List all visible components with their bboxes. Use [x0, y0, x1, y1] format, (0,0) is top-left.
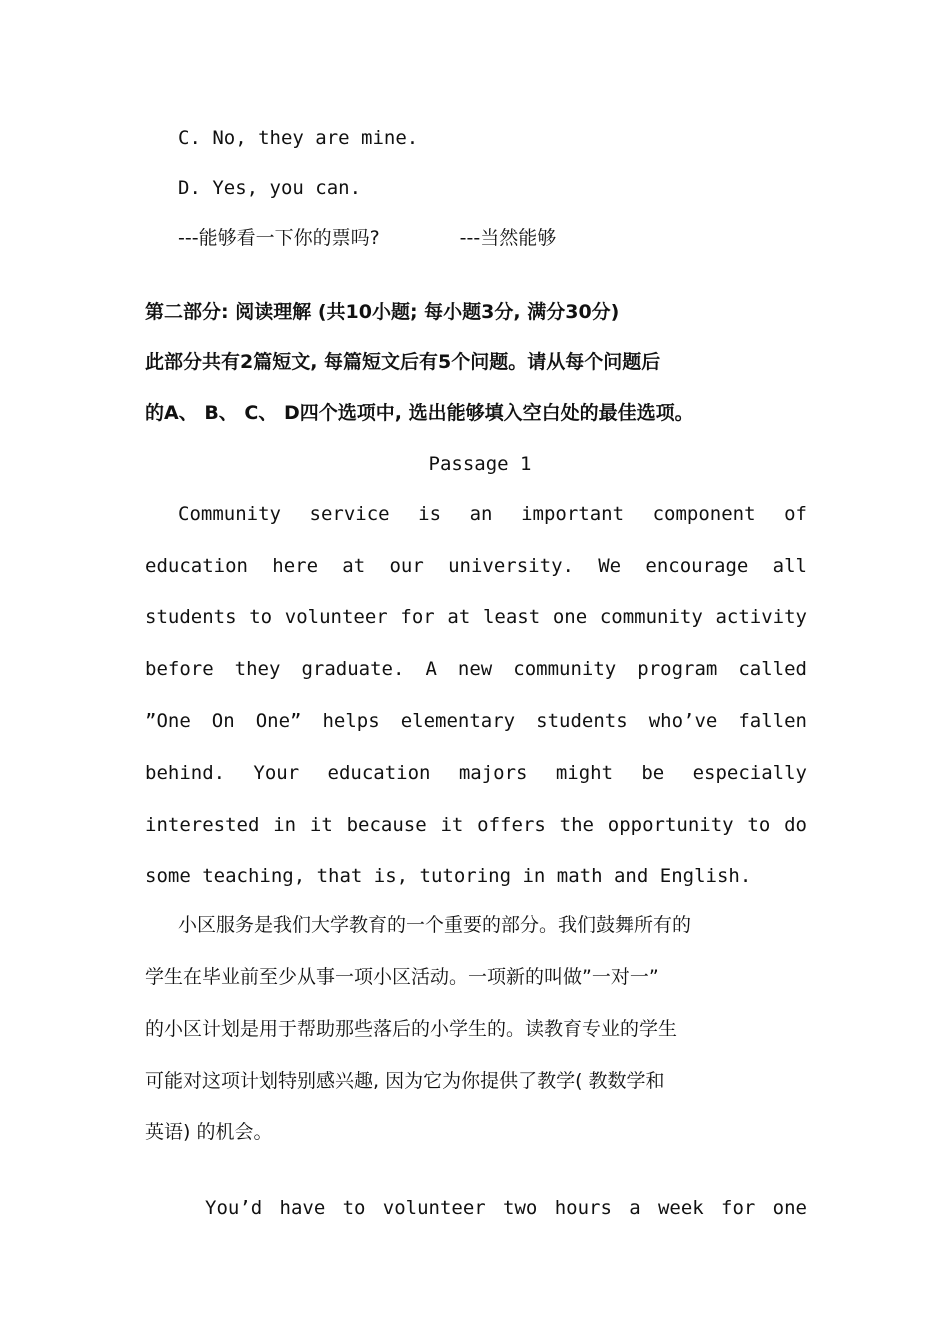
passage-english-line: ”One On One” helps elementary students who’ve fallen	[145, 710, 807, 732]
passage-chinese-line: 可能对这项计划特别感兴趣, 因为它为你提供了教学( 教数学和	[145, 1070, 665, 1092]
passage-chinese-line: 小区服务是我们大学教育的一个重要的部分。我们鼓舞所有的	[178, 914, 692, 936]
option-d: D. Yes, you can.	[178, 177, 362, 199]
section-instruction-line1: 此部分共有2篇短文, 每篇短文后有5个问题。请从每个问题后	[145, 351, 661, 373]
translation-question: ---能够看一下你的票吗?	[178, 227, 380, 249]
passage-english-line: education here at our university. We encourage all	[145, 555, 807, 577]
passage-english-line: interested in it because it offers the opportunity to do	[145, 814, 807, 836]
passage-english-line: Community service is an important component of	[178, 503, 807, 525]
option-c: C. No, they are mine.	[178, 127, 419, 149]
section-heading: 第二部分: 阅读理解 (共10小题; 每小题3分, 满分30分)	[145, 301, 620, 323]
passage-english-line: before they graduate. A new community program called	[145, 658, 807, 680]
translation-line	[178, 226, 807, 250]
passage-next-line: You’d have to volunteer two hours a week for one	[205, 1197, 807, 1219]
passage-chinese-line: 的小区计划是用于帮助那些落后的小学生的。读教育专业的学生	[145, 1018, 678, 1040]
passage-chinese-line: 英语) 的机会。	[145, 1121, 273, 1143]
translation-answer: ---当然能够	[459, 227, 557, 249]
passage-english-line: some teaching, that is, tutoring in math and English.	[145, 865, 752, 887]
passage-english-line: behind. Your education majors might be especially	[145, 762, 807, 784]
section-instruction-line2: 的A、 B、 C、 D四个选项中, 选出能够填入空白处的最佳选项。	[145, 402, 694, 424]
passage-title: Passage 1	[428, 453, 532, 475]
passage-chinese-line: 学生在毕业前至少从事一项小区活动。一项新的叫做”一对一”	[145, 966, 659, 988]
passage-english-line: students to volunteer for at least one community activity	[145, 606, 807, 628]
